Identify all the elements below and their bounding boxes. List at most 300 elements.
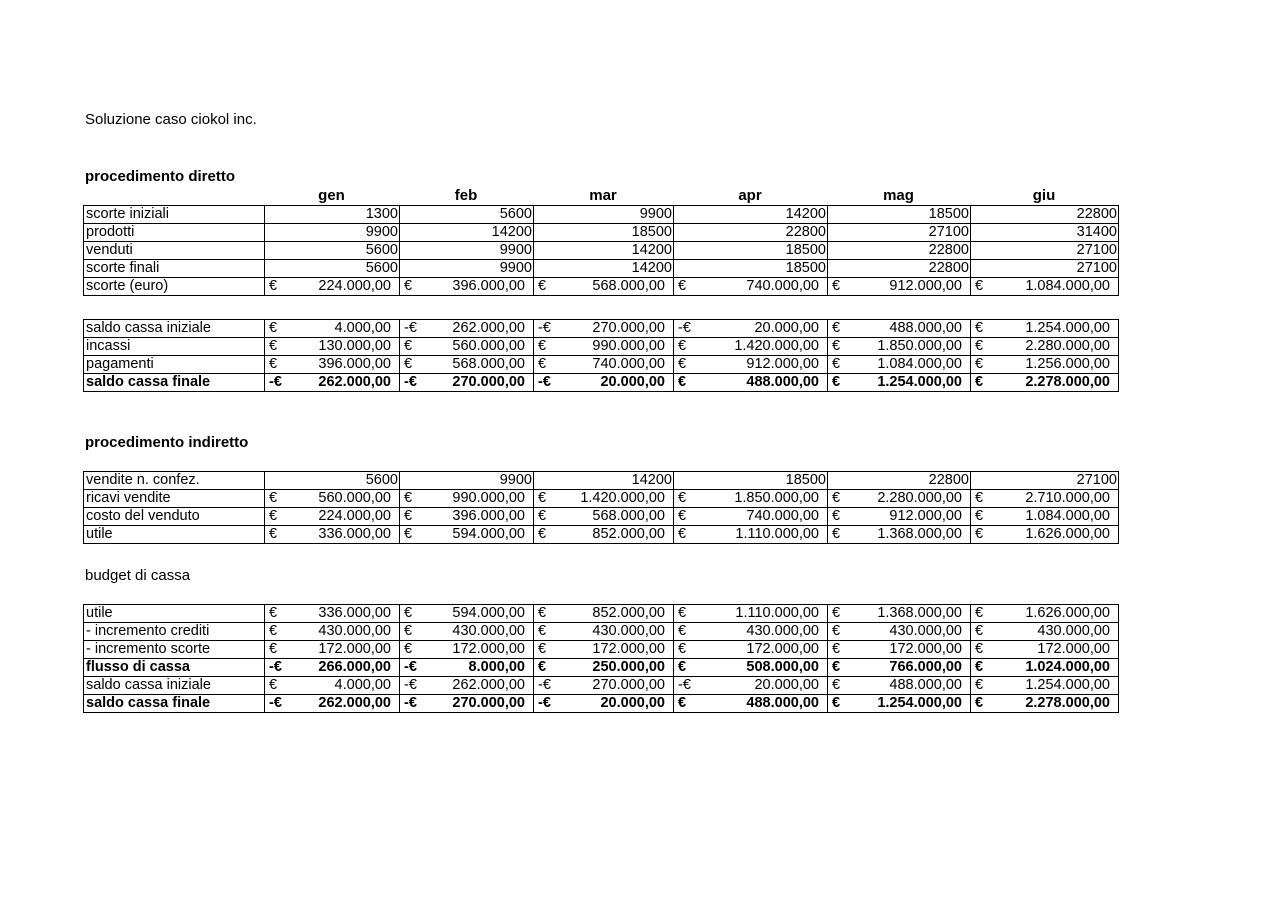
unit-value-cell: 18500: [674, 472, 828, 490]
amount-cell: [400, 695, 534, 713]
table-row: [84, 374, 1119, 392]
amount-cell: [674, 490, 828, 508]
amount-cell: [400, 356, 534, 374]
amount-value: 20.000,00: [600, 374, 665, 390]
amount-cell: [971, 695, 1119, 713]
amount-cell: [534, 338, 674, 356]
section-title-direct: procedimento diretto: [85, 168, 236, 185]
amount-cell: [534, 641, 674, 659]
amount-value: 1.110.000,00: [735, 605, 819, 621]
row-label: prodotti: [84, 224, 265, 242]
unit-value-cell: 14200: [674, 206, 828, 224]
amount-value: 430.000,00: [452, 623, 525, 639]
table-row: [84, 605, 1119, 623]
amount-cell: [828, 278, 971, 296]
row-label: vendite n. confez.: [84, 472, 265, 490]
table-row: [84, 320, 1119, 338]
amount-value: 594.000,00: [452, 526, 525, 542]
amount-value: 336.000,00: [318, 605, 391, 621]
currency-sign: €: [269, 356, 278, 372]
amount-value: 430.000,00: [318, 623, 391, 639]
currency-sign: €: [538, 338, 547, 354]
amount-cell: [674, 641, 828, 659]
amount-value: 852.000,00: [592, 526, 665, 542]
amount-value: 766.000,00: [889, 659, 962, 675]
row-label: saldo cassa finale: [84, 374, 265, 392]
amount-cell: [265, 526, 400, 544]
amount-value: 1.626.000,00: [1025, 605, 1110, 621]
amount-value: 8.000,00: [468, 659, 525, 675]
currency-sign: -€: [269, 695, 282, 711]
amount-value: 336.000,00: [318, 526, 391, 542]
amount-cell: [674, 320, 828, 338]
unit-value-cell: 5600: [265, 242, 400, 260]
month-header: mag: [883, 187, 914, 204]
currency-sign: €: [832, 641, 841, 657]
amount-cell: [674, 659, 828, 677]
amount-value: 488.000,00: [889, 677, 962, 693]
row-label: incassi: [84, 338, 265, 356]
amount-cell: [400, 526, 534, 544]
unit-value-cell: 22800: [971, 206, 1119, 224]
currency-sign: €: [269, 278, 278, 294]
amount-value: 430.000,00: [746, 623, 819, 639]
currency-sign: €: [678, 490, 687, 506]
amount-value: 508.000,00: [746, 659, 819, 675]
currency-sign: €: [404, 641, 413, 657]
amount-cell: [400, 320, 534, 338]
amount-value: 430.000,00: [592, 623, 665, 639]
amount-value: 740.000,00: [746, 278, 819, 294]
currency-sign: €: [975, 490, 984, 506]
currency-sign: €: [404, 338, 413, 354]
currency-sign: €: [269, 320, 278, 336]
amount-cell: [265, 356, 400, 374]
amount-value: 266.000,00: [318, 659, 391, 675]
section-title-budget: budget di cassa: [85, 567, 191, 584]
amount-value: 488.000,00: [889, 320, 962, 336]
amount-cell: [400, 278, 534, 296]
currency-sign: €: [832, 508, 841, 524]
amount-cell: [534, 695, 674, 713]
amount-cell: [534, 374, 674, 392]
currency-sign: €: [832, 490, 841, 506]
currency-sign: €: [975, 374, 984, 390]
amount-cell: [828, 695, 971, 713]
amount-value: 912.000,00: [889, 508, 962, 524]
amount-cell: [534, 623, 674, 641]
unit-value-cell: 22800: [828, 260, 971, 278]
currency-sign: €: [832, 278, 841, 294]
amount-cell: [400, 508, 534, 526]
amount-value: 250.000,00: [592, 659, 665, 675]
row-label: costo del venduto: [84, 508, 265, 526]
amount-value: 1.084.000,00: [1025, 508, 1110, 524]
amount-cell: [674, 508, 828, 526]
amount-value: 262.000,00: [452, 320, 525, 336]
amount-cell: [265, 605, 400, 623]
unit-value-cell: 18500: [674, 260, 828, 278]
currency-sign: €: [832, 356, 841, 372]
currency-sign: €: [832, 695, 841, 711]
currency-sign: -€: [538, 695, 551, 711]
amount-value: 4.000,00: [334, 320, 391, 336]
amount-value: 1.254.000,00: [877, 374, 962, 390]
currency-sign: €: [538, 356, 547, 372]
amount-cell: [265, 623, 400, 641]
amount-cell: [265, 508, 400, 526]
amount-value: 2.280.000,00: [877, 490, 962, 506]
currency-sign: -€: [404, 659, 417, 675]
document-title: Soluzione caso ciokol inc.: [85, 111, 257, 128]
unit-value-cell: 31400: [971, 224, 1119, 242]
amount-cell: [265, 278, 400, 296]
row-label: scorte iniziali: [84, 206, 265, 224]
unit-value-cell: 5600: [265, 260, 400, 278]
amount-value: 172.000,00: [592, 641, 665, 657]
table-row: [84, 695, 1119, 713]
direct-cash-table: [83, 319, 1119, 392]
currency-sign: €: [832, 659, 841, 675]
currency-sign: €: [832, 677, 841, 693]
currency-sign: €: [678, 338, 687, 354]
table-row: [84, 526, 1119, 544]
amount-cell: [265, 659, 400, 677]
table-row: [84, 260, 1119, 278]
amount-value: 912.000,00: [746, 356, 819, 372]
amount-value: 172.000,00: [746, 641, 819, 657]
amount-cell: [971, 278, 1119, 296]
table-row: [84, 508, 1119, 526]
currency-sign: €: [538, 508, 547, 524]
unit-value-cell: 9900: [400, 242, 534, 260]
amount-cell: [828, 641, 971, 659]
amount-value: 224.000,00: [318, 278, 391, 294]
table-row: [84, 242, 1119, 260]
amount-cell: [674, 356, 828, 374]
row-label: scorte finali: [84, 260, 265, 278]
currency-sign: -€: [404, 374, 417, 390]
amount-value: 270.000,00: [592, 677, 665, 693]
currency-sign: €: [404, 526, 413, 542]
row-label: pagamenti: [84, 356, 265, 374]
amount-value: 1.254.000,00: [877, 695, 962, 711]
amount-cell: [828, 356, 971, 374]
amount-cell: [674, 374, 828, 392]
currency-sign: €: [404, 508, 413, 524]
amount-cell: [971, 356, 1119, 374]
table-row: [84, 224, 1119, 242]
currency-sign: €: [538, 278, 547, 294]
unit-value-cell: 9900: [400, 472, 534, 490]
currency-sign: €: [678, 641, 687, 657]
amount-cell: [828, 623, 971, 641]
amount-value: 488.000,00: [746, 374, 819, 390]
amount-cell: [828, 320, 971, 338]
amount-value: 740.000,00: [746, 508, 819, 524]
unit-value-cell: 27100: [971, 242, 1119, 260]
currency-sign: €: [404, 623, 413, 639]
currency-sign: €: [269, 623, 278, 639]
section-title-indirect: procedimento indiretto: [85, 434, 249, 451]
table-row: [84, 623, 1119, 641]
currency-sign: €: [678, 526, 687, 542]
amount-value: 1.850.000,00: [877, 338, 962, 354]
budget-table: [83, 604, 1119, 713]
amount-cell: [674, 338, 828, 356]
currency-sign: €: [678, 278, 687, 294]
amount-value: 1.420.000,00: [580, 490, 665, 506]
amount-cell: [265, 490, 400, 508]
currency-sign: €: [538, 526, 547, 542]
row-label: saldo cassa finale: [84, 695, 265, 713]
amount-value: 1.850.000,00: [734, 490, 819, 506]
currency-sign: -€: [678, 320, 691, 336]
currency-sign: €: [975, 508, 984, 524]
amount-cell: [400, 338, 534, 356]
row-label: saldo cassa iniziale: [84, 320, 265, 338]
currency-sign: €: [678, 695, 687, 711]
amount-cell: [400, 605, 534, 623]
currency-sign: €: [832, 320, 841, 336]
amount-cell: [265, 320, 400, 338]
currency-sign: €: [678, 356, 687, 372]
table-row: [84, 659, 1119, 677]
table-row: [84, 338, 1119, 356]
amount-value: 488.000,00: [746, 695, 819, 711]
row-label: utile: [84, 605, 265, 623]
currency-sign: €: [678, 605, 687, 621]
indirect-table: [83, 471, 1119, 544]
unit-value-cell: 14200: [534, 472, 674, 490]
amount-value: 990.000,00: [592, 338, 665, 354]
unit-value-cell: 14200: [534, 242, 674, 260]
currency-sign: €: [538, 623, 547, 639]
amount-value: 396.000,00: [318, 356, 391, 372]
amount-cell: [828, 526, 971, 544]
amount-value: 2.278.000,00: [1025, 374, 1110, 390]
amount-value: 270.000,00: [592, 320, 665, 336]
unit-value-cell: 9900: [400, 260, 534, 278]
amount-value: 172.000,00: [1037, 641, 1110, 657]
amount-value: 172.000,00: [318, 641, 391, 657]
month-header: gen: [318, 187, 345, 204]
unit-value-cell: 27100: [971, 260, 1119, 278]
amount-value: 430.000,00: [1037, 623, 1110, 639]
row-label: flusso di cassa: [84, 659, 265, 677]
month-headers: [83, 187, 1117, 205]
unit-value-cell: 5600: [400, 206, 534, 224]
currency-sign: €: [975, 526, 984, 542]
currency-sign: -€: [269, 374, 282, 390]
amount-value: 852.000,00: [592, 605, 665, 621]
amount-cell: [400, 659, 534, 677]
amount-cell: [534, 605, 674, 623]
currency-sign: €: [975, 605, 984, 621]
unit-value-cell: 18500: [828, 206, 971, 224]
month-header: giu: [1032, 187, 1056, 204]
amount-cell: [265, 338, 400, 356]
amount-cell: [400, 374, 534, 392]
amount-value: 262.000,00: [318, 695, 391, 711]
currency-sign: €: [404, 490, 413, 506]
month-header: apr: [738, 187, 762, 204]
currency-sign: €: [975, 677, 984, 693]
amount-value: 912.000,00: [889, 278, 962, 294]
amount-value: 560.000,00: [452, 338, 525, 354]
amount-cell: [534, 508, 674, 526]
amount-value: 430.000,00: [889, 623, 962, 639]
currency-sign: €: [975, 641, 984, 657]
month-header: mar: [589, 187, 617, 204]
unit-value-cell: 27100: [828, 224, 971, 242]
amount-value: 1.254.000,00: [1025, 677, 1110, 693]
currency-sign: €: [975, 623, 984, 639]
currency-sign: €: [404, 278, 413, 294]
unit-value-cell: 22800: [828, 242, 971, 260]
currency-sign: €: [678, 623, 687, 639]
table-row: [84, 490, 1119, 508]
currency-sign: €: [832, 623, 841, 639]
amount-value: 1.110.000,00: [735, 526, 819, 542]
amount-value: 568.000,00: [452, 356, 525, 372]
amount-value: 130.000,00: [318, 338, 391, 354]
currency-sign: €: [678, 659, 687, 675]
currency-sign: €: [404, 605, 413, 621]
row-label: scorte (euro): [84, 278, 265, 296]
unit-value-cell: 14200: [400, 224, 534, 242]
amount-cell: [971, 605, 1119, 623]
unit-value-cell: 14200: [534, 260, 674, 278]
amount-cell: [534, 659, 674, 677]
amount-value: 20.000,00: [754, 320, 819, 336]
amount-cell: [971, 338, 1119, 356]
currency-sign: -€: [538, 320, 551, 336]
unit-value-cell: 9900: [265, 224, 400, 242]
currency-sign: €: [269, 641, 278, 657]
currency-sign: €: [975, 278, 984, 294]
currency-sign: €: [269, 677, 278, 693]
amount-cell: [674, 677, 828, 695]
amount-value: 990.000,00: [452, 490, 525, 506]
amount-cell: [534, 677, 674, 695]
unit-value-cell: 18500: [674, 242, 828, 260]
amount-cell: [534, 356, 674, 374]
row-label: - incremento scorte: [84, 641, 265, 659]
currency-sign: €: [832, 526, 841, 542]
currency-sign: €: [975, 356, 984, 372]
currency-sign: -€: [404, 677, 417, 693]
amount-value: 224.000,00: [318, 508, 391, 524]
amount-cell: [534, 278, 674, 296]
unit-value-cell: 22800: [828, 472, 971, 490]
amount-value: 2.278.000,00: [1025, 695, 1110, 711]
currency-sign: -€: [404, 320, 417, 336]
amount-value: 1.254.000,00: [1025, 320, 1110, 336]
amount-cell: [971, 508, 1119, 526]
amount-cell: [265, 374, 400, 392]
amount-cell: [400, 677, 534, 695]
currency-sign: €: [832, 338, 841, 354]
amount-cell: [971, 677, 1119, 695]
amount-cell: [828, 605, 971, 623]
amount-cell: [265, 641, 400, 659]
amount-value: 270.000,00: [452, 695, 525, 711]
amount-value: 1.626.000,00: [1025, 526, 1110, 542]
amount-value: 1.256.000,00: [1025, 356, 1110, 372]
unit-value-cell: 1300: [265, 206, 400, 224]
amount-cell: [971, 490, 1119, 508]
amount-value: 262.000,00: [318, 374, 391, 390]
currency-sign: €: [678, 508, 687, 524]
amount-value: 262.000,00: [452, 677, 525, 693]
table-row: [84, 278, 1119, 296]
currency-sign: €: [975, 695, 984, 711]
amount-value: 1.084.000,00: [1025, 278, 1110, 294]
amount-cell: [971, 623, 1119, 641]
currency-sign: €: [832, 374, 841, 390]
amount-cell: [971, 526, 1119, 544]
amount-cell: [534, 490, 674, 508]
unit-value-cell: 27100: [971, 472, 1119, 490]
currency-sign: €: [269, 490, 278, 506]
amount-value: 1.368.000,00: [877, 605, 962, 621]
row-label: ricavi vendite: [84, 490, 265, 508]
amount-cell: [400, 641, 534, 659]
amount-cell: [265, 695, 400, 713]
currency-sign: €: [538, 641, 547, 657]
currency-sign: €: [269, 508, 278, 524]
currency-sign: -€: [538, 677, 551, 693]
table-row: [84, 206, 1119, 224]
amount-value: 1.024.000,00: [1025, 659, 1110, 675]
table-row: [84, 356, 1119, 374]
row-label: venduti: [84, 242, 265, 260]
amount-cell: [971, 659, 1119, 677]
month-header: feb: [454, 187, 478, 204]
amount-value: 172.000,00: [889, 641, 962, 657]
amount-value: 1.368.000,00: [877, 526, 962, 542]
amount-cell: [828, 677, 971, 695]
currency-sign: €: [269, 526, 278, 542]
amount-cell: [971, 641, 1119, 659]
table-row: [84, 472, 1119, 490]
unit-value-cell: 22800: [674, 224, 828, 242]
currency-sign: €: [269, 605, 278, 621]
amount-cell: [534, 526, 674, 544]
currency-sign: €: [678, 374, 687, 390]
amount-cell: [971, 374, 1119, 392]
currency-sign: €: [975, 320, 984, 336]
amount-cell: [828, 659, 971, 677]
table-row: [84, 677, 1119, 695]
table-row: [84, 641, 1119, 659]
row-label: utile: [84, 526, 265, 544]
unit-value-cell: 18500: [534, 224, 674, 242]
currency-sign: €: [404, 356, 413, 372]
currency-sign: €: [975, 659, 984, 675]
currency-sign: €: [832, 605, 841, 621]
amount-cell: [400, 623, 534, 641]
unit-value-cell: 9900: [534, 206, 674, 224]
amount-cell: [828, 338, 971, 356]
amount-cell: [971, 320, 1119, 338]
amount-cell: [400, 490, 534, 508]
currency-sign: €: [975, 338, 984, 354]
amount-cell: [674, 605, 828, 623]
amount-cell: [674, 526, 828, 544]
amount-cell: [828, 490, 971, 508]
